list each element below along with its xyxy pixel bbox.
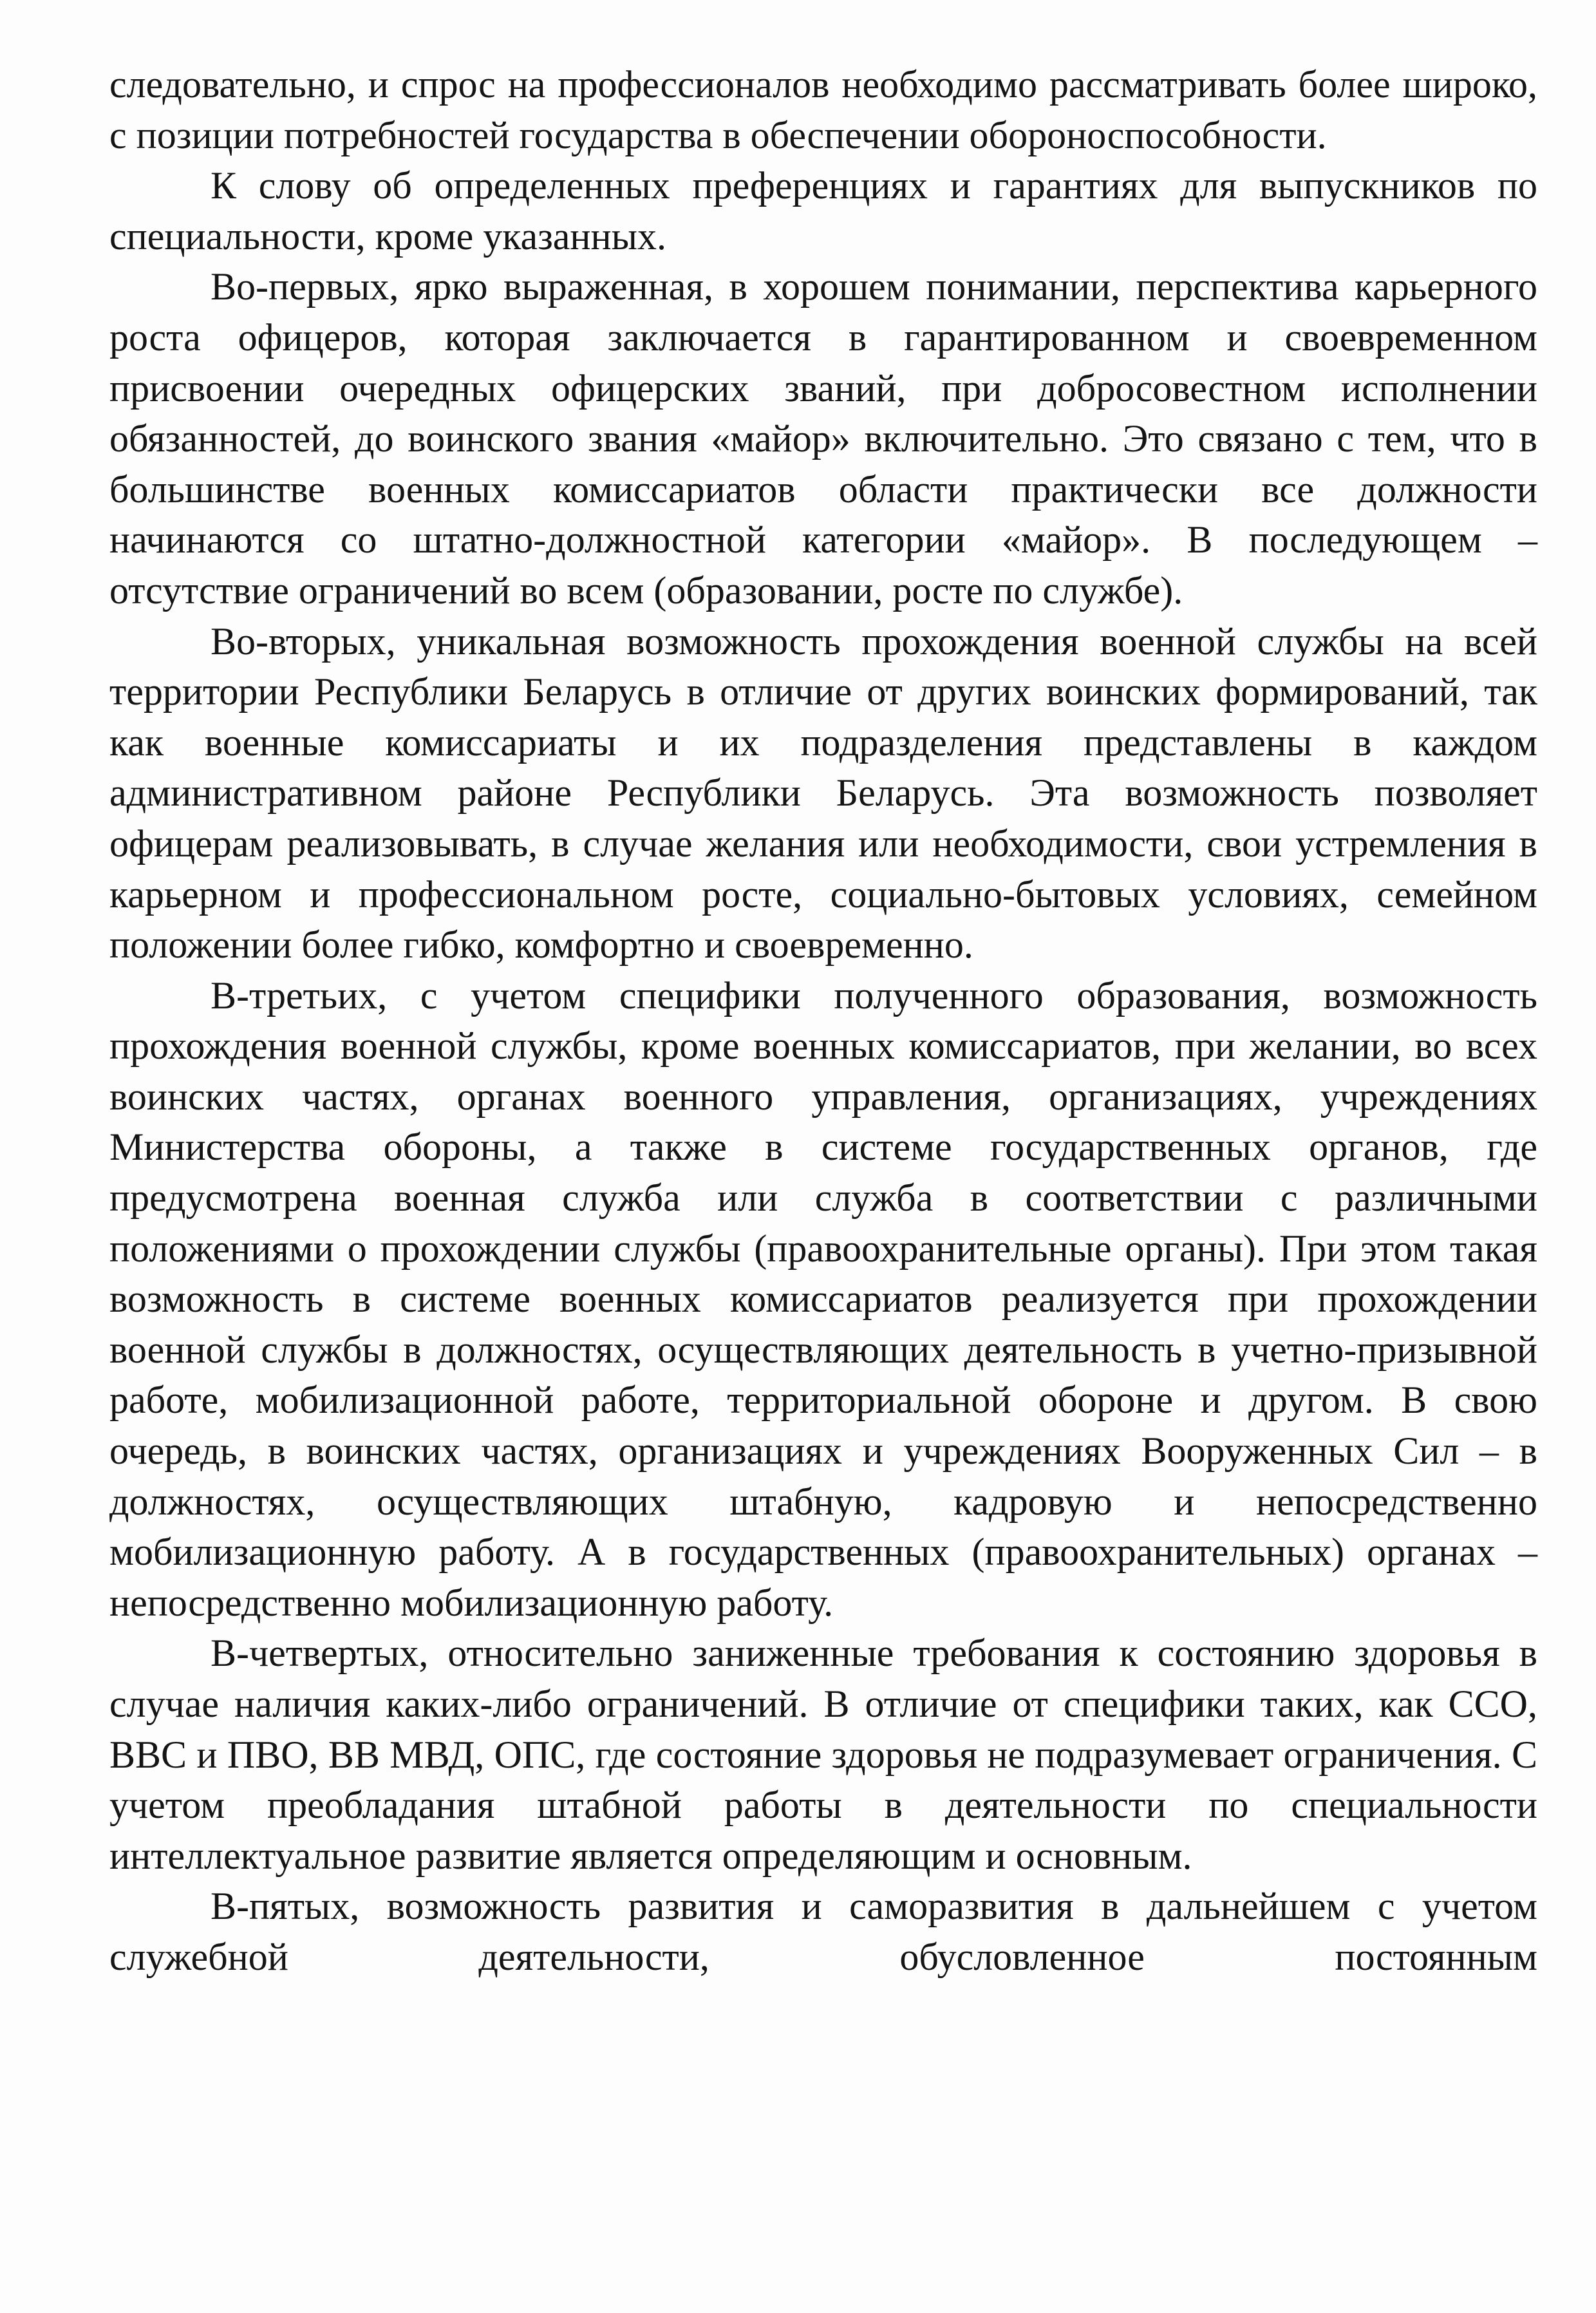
paragraph-continuation: следовательно, и спрос на профессионалов необходимо рассматривать более широко, с позиции потребностей государства в обеспечении обороноспособности. (109, 63, 1537, 156)
paragraph-second-territory: Во-вторых, уникальная возможность прохождения военной службы на всей территории Республики Беларусь в отличие от других воинских формирований, так как военные комиссариаты и их подразделения представлены в каждом административном районе Республики Беларусь. Эта возможность позволяет офицерам реализовывать, в случае желания или необходимости, свои устремления в карьерном и профессиональном росте, социально-бытовых условиях, семейном положении более гибко, комфортно и своевременно. (109, 619, 1537, 967)
document-body (109, 59, 1537, 1983)
paragraph-fifth-development: В-пятых, возможность развития и саморазвития в дальнейшем с учетом служебной деятельности, обусловленное постоянным (109, 1885, 1537, 1978)
paragraph-fourth-health: В-четвертых, относительно заниженные требования к состоянию здоровья в случае наличия каких-либо ограничений. В отличие от специфики таких, как ССО, ВВС и ПВО, ВВ МВД, ОПС, где состояние здоровья не подразумевает ограничения. С учетом преобладания штабной работы в деятельности по специальности интеллектуальное развитие является определяющим и основным. (109, 1632, 1537, 1877)
paragraph-first-career-growth: Во-первых, ярко выраженная, в хорошем понимании, перспектива карьерного роста офицеров, которая заключается в гарантированном и своевременном присвоении очередных офицерских званий, при добросовестном исполнении обязанностей, до воинского звания «майор» включительно. Это связано с тем, что в большинстве военных комиссариатов области практически все должности начинаются со штатно-должностной категории «майор». В последующем – отсутствие ограничений во всем (образовании, росте по службе). (109, 265, 1537, 612)
paragraph-preferences-intro: К слову об определенных преференциях и гарантиях для выпускников по специальности, кроме указанных. (109, 164, 1537, 258)
paragraph-third-service-options: В-третьих, с учетом специфики полученного образования, возможность прохождения военной службы, кроме военных комиссариатов, при желании, во всех воинских частях, органах военного управления, организациях, учреждениях Министерства обороны, а также в системе государственных органов, где предусмотрена военная служба или служба в соответствии с различными положениями о прохождении службы (правоохранительные органы). При этом такая возможность в системе военных комиссариатов реализуется при прохождении военной службы в должностях, осуществляющих деятельность в учетно-призывной работе, мобилизационной работе, территориальной обороне и другом. В свою очередь, в воинских частях, организациях и учреждениях Вооруженных Сил – в должностях, осуществляющих штабную, кадровую и непосредственно мобилизационную работу. А в государственных (правоохранительных) органах – непосредственно мобилизационную работу. (109, 974, 1537, 1624)
